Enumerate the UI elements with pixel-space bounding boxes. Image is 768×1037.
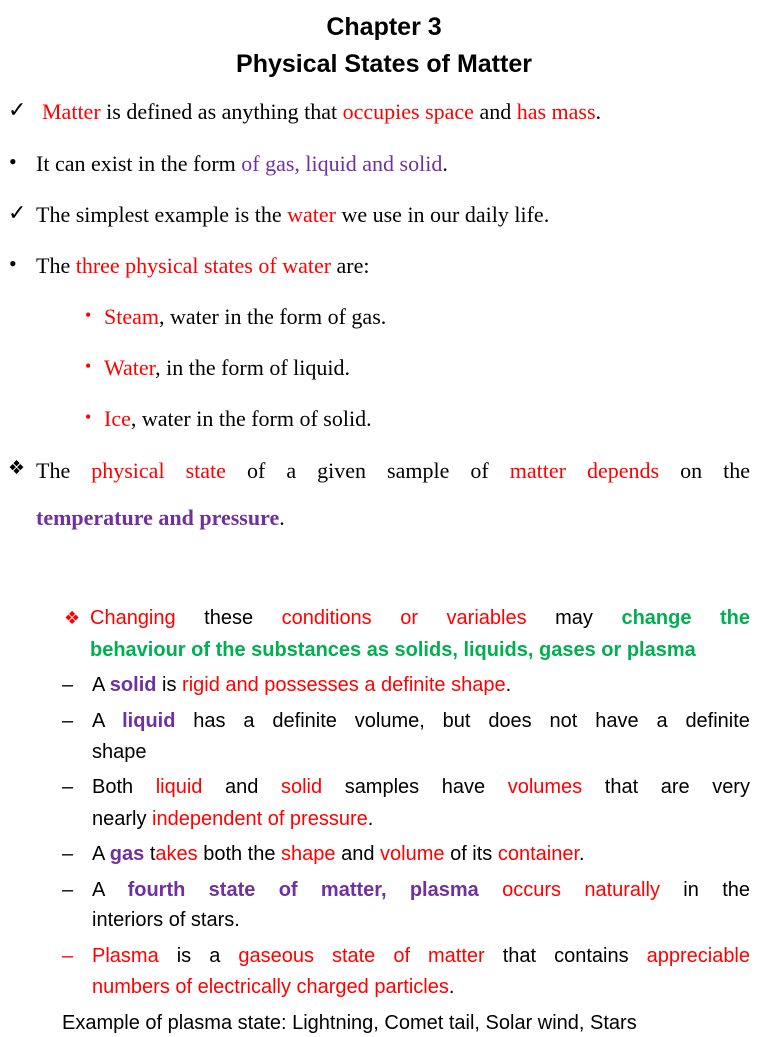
diamond-bullet-icon: ❖ (8, 458, 26, 479)
plasma-definition-line: Plasma is a gaseous state of matter that contains appreciable (92, 945, 751, 967)
plasma-intro-line: A fourth state of matter, plasma occurs naturally in the (92, 879, 750, 901)
both-samples-line-2: nearly independent of pressure. (92, 808, 374, 830)
list-item-ice: Ice, water in the form of solid. (104, 406, 372, 431)
chapter-heading: Chapter 3 (326, 13, 442, 41)
bullet-icon: • (9, 149, 17, 174)
conditions-line: Changing these conditions or variables may change the (90, 607, 751, 629)
forms-line: It can exist in the form of gas, liquid and solid. (36, 151, 448, 176)
example-line: The simplest example is the water we use in our daily life. (36, 202, 550, 227)
dash-icon: – (62, 879, 74, 901)
both-samples-line: Both liquid and solid samples have volumes that are very (92, 776, 750, 798)
page-title (0, 12, 768, 79)
plasma-definition-line-2: numbers of electrically charged particles. (92, 976, 455, 998)
dash-icon: – (62, 843, 74, 865)
chapter-subtitle: Physical States of Matter (236, 50, 532, 78)
bullet-icon: • (85, 356, 92, 376)
states-intro-line: The three physical states of water are: (36, 253, 370, 278)
gas-line: A gas takes both the shape and volume of its container. (92, 843, 585, 865)
bullet-icon: • (85, 305, 92, 325)
plasma-examples-line: Example of plasma state: Lightning, Comet tail, Solar wind, Stars (62, 1012, 637, 1034)
physical-state-line: The physical state of a given sample of matter depends on the (36, 458, 751, 483)
plasma-intro-line-2: interiors of stars. (92, 909, 240, 931)
diamond-bullet-icon: ❖ (64, 608, 81, 628)
dash-icon: – (62, 945, 74, 967)
definition-line: Matter is defined as anything that occupies space and has mass. (42, 99, 602, 124)
liquid-line: A liquid has a definite volume, but does not have a definite (92, 710, 750, 732)
list-item-steam: Steam, water in the form of gas. (104, 304, 387, 329)
checkmark-icon: ✓ (8, 200, 27, 225)
conditions-line-2: behaviour of the substances as solids, liquids, gases or plasma (90, 639, 696, 661)
bullet-icon: • (9, 251, 17, 276)
dash-icon: – (62, 674, 74, 696)
liquid-line-2: shape (92, 741, 147, 763)
solid-line: A solid is rigid and possesses a definite shape. (92, 674, 512, 696)
dash-icon: – (62, 710, 74, 732)
physical-state-line-2: temperature and pressure. (36, 505, 285, 530)
checkmark-icon: ✓ (8, 97, 27, 122)
list-item-water: Water, in the form of liquid. (104, 355, 351, 380)
bullet-icon: • (85, 407, 92, 427)
dash-icon: – (62, 776, 74, 798)
